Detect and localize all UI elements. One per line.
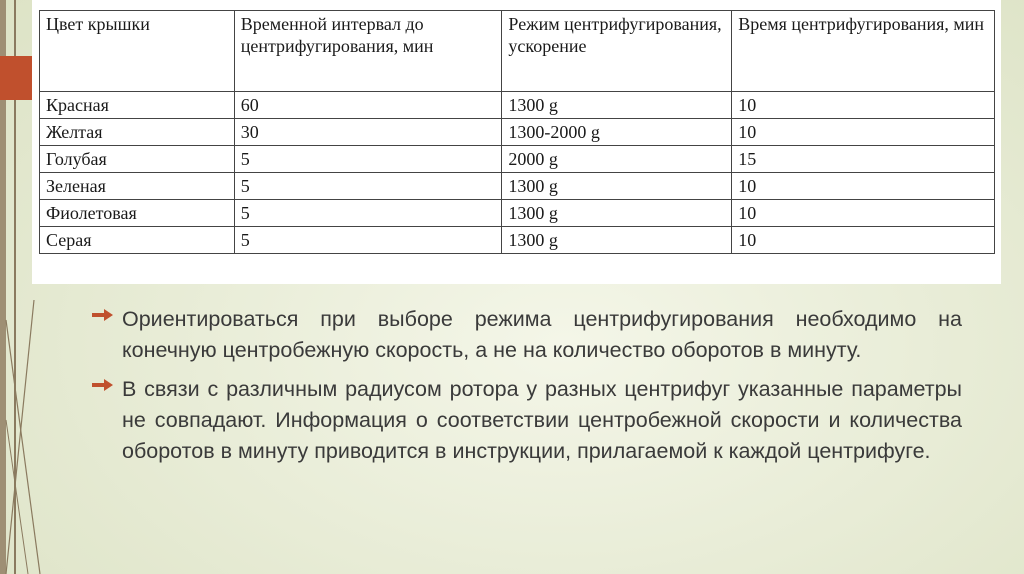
cell-time-interval: 5 — [234, 173, 502, 200]
cell-mode: 1300-2000 g — [502, 119, 732, 146]
header-cap-color: Цвет крышки — [40, 11, 235, 92]
cell-cap-color: Желтая — [40, 119, 235, 146]
cell-cap-color: Серая — [40, 227, 235, 254]
cell-time-interval: 5 — [234, 200, 502, 227]
cell-cap-color: Голубая — [40, 146, 235, 173]
cell-mode: 2000 g — [502, 146, 732, 173]
header-duration: Время центрифугирования, мин — [732, 11, 995, 92]
bullet-text: Ориентироваться при выборе режима центрифугирования необходимо на конечную центробежную скорость, а не на количество оборотов в минуту. — [122, 307, 962, 362]
table-row — [40, 119, 995, 146]
header-mode: Режим центрифугирования, ускорение — [502, 11, 732, 92]
centrifugation-table — [39, 10, 995, 254]
cell-duration: 10 — [732, 200, 995, 227]
bullet-list — [92, 304, 962, 475]
cell-mode: 1300 g — [502, 173, 732, 200]
list-item — [92, 374, 962, 467]
table-row — [40, 146, 995, 173]
table-row — [40, 92, 995, 119]
cell-time-interval: 30 — [234, 119, 502, 146]
cell-cap-color: Зеленая — [40, 173, 235, 200]
arrow-bullet-icon — [92, 378, 114, 392]
accent-block — [0, 56, 34, 100]
cell-cap-color: Фиолетовая — [40, 200, 235, 227]
list-item — [92, 304, 962, 366]
table-row — [40, 227, 995, 254]
cell-time-interval: 5 — [234, 146, 502, 173]
table-header-row — [40, 11, 995, 92]
header-time-interval: Временной интервал до центрифугирования, мин — [234, 11, 502, 92]
cell-mode: 1300 g — [502, 200, 732, 227]
cell-time-interval: 60 — [234, 92, 502, 119]
table-row — [40, 173, 995, 200]
cell-mode: 1300 g — [502, 92, 732, 119]
table-row — [40, 200, 995, 227]
bullet-text: В связи с различным радиусом ротора у разных центрифуг указанные параметры не совпадают. Информация о соответствии центробежной скорости и количества оборотов в минуту приводится в инструкции, прилагаемой к каждой центрифуге. — [122, 377, 962, 463]
cell-duration: 10 — [732, 173, 995, 200]
cell-duration: 10 — [732, 227, 995, 254]
cell-cap-color: Красная — [40, 92, 235, 119]
cell-duration: 15 — [732, 146, 995, 173]
cell-duration: 10 — [732, 92, 995, 119]
arrow-bullet-icon — [92, 308, 114, 322]
cell-mode: 1300 g — [502, 227, 732, 254]
cell-duration: 10 — [732, 119, 995, 146]
cell-time-interval: 5 — [234, 227, 502, 254]
